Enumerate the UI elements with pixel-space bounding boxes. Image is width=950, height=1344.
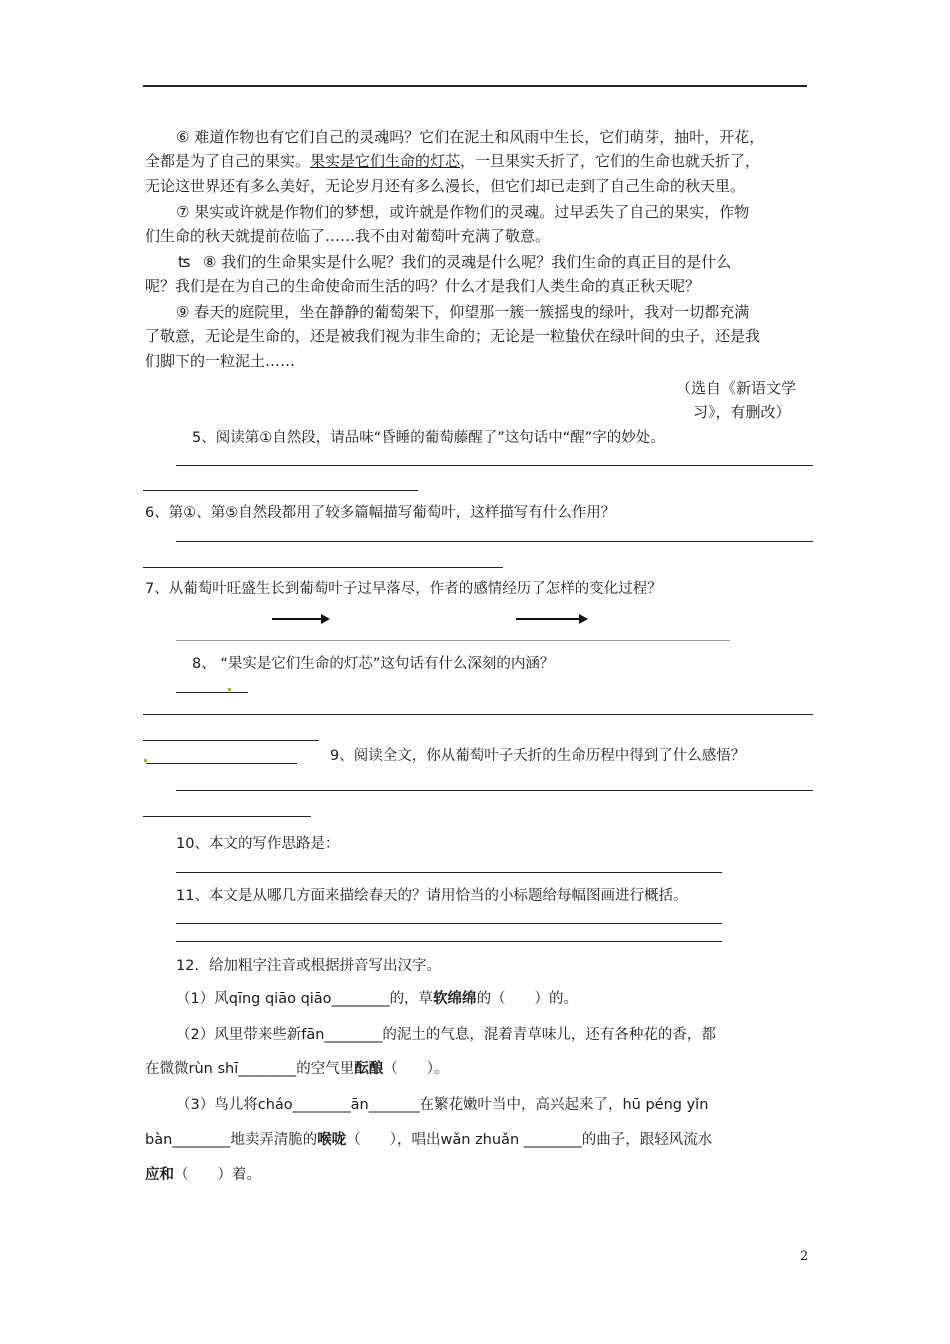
q12-item-2-cont [145, 1057, 448, 1081]
key-sentence: 果实是它们生命的灯芯 [310, 152, 461, 170]
p8-line2: 呢？我们是在为自己的生命使命而生活的吗？什么才是我们人类生命的真正秋天呢？ [145, 277, 701, 295]
question-8: 8、 “果实是它们生命的灯芯”这句话有什么深刻的内涵？ [192, 656, 555, 672]
blank[interactable]: ________ [324, 1027, 383, 1043]
blank[interactable]: ________ [331, 991, 390, 1007]
pinyin: fān [301, 1027, 325, 1043]
blank[interactable]: ________ [238, 1061, 297, 1077]
question-11: 11、本文是从哪几方面来描绘春天的？请用恰当的小标题给每幅图画进行概括。 [176, 888, 688, 904]
question-5: 5、阅读第①自然段，请品味“昏睡的葡萄藤醒了”这句话中“醒”字的妙处。 [192, 430, 665, 446]
p9-line3: 们脚下的一粒泥土…… [145, 352, 296, 370]
text: 在繁花嫩叶当中，高兴起来了， [419, 1097, 623, 1113]
answer-line[interactable] [176, 465, 813, 466]
p6-line2-a: 全都是为了自己的果实。 [145, 152, 311, 170]
answer-line[interactable] [143, 816, 311, 817]
pinyin: cháo [257, 1097, 293, 1113]
q12-item-3-cont [145, 1128, 712, 1152]
text: （1）风 [176, 991, 229, 1007]
source-line2: 习》，有删改） [693, 403, 791, 421]
p6-line3: 无论这世界还有多么美好，无论岁月还有多么漫长，但它们却已走到了自己生命的秋天里。 [145, 177, 746, 195]
p8-line1: ⑧ 我们的生命果实是什么呢？我们的灵魂是什么呢？我们生命的真正目的是什么 [203, 253, 732, 271]
page-number: 2 [800, 1249, 809, 1264]
answer-line[interactable] [143, 740, 319, 741]
p7-line2: 们生命的秋天就提前莅临了……我不由对葡萄叶充满了敬意。 [145, 227, 551, 245]
dot-mark [144, 759, 147, 762]
text: 在微微 [145, 1061, 189, 1077]
blank[interactable]: ________ [292, 1097, 351, 1113]
text: 的（ ）的。 [476, 991, 579, 1007]
p8-mark: ʦ [178, 253, 191, 271]
q12-item-1 [176, 987, 578, 1011]
bold-word: 喉咙 [317, 1132, 347, 1148]
pinyin: hū péng yǐn [622, 1097, 709, 1113]
answer-line[interactable] [146, 763, 297, 764]
blank[interactable]: ________ [172, 1132, 231, 1148]
q12-item-3 [176, 1093, 708, 1117]
answer-line[interactable] [143, 490, 418, 491]
bold-word: 应和 [145, 1167, 174, 1183]
bold-word: 酝酿 [354, 1061, 384, 1077]
text: （ ）着。 [174, 1167, 261, 1183]
arrow-right-icon [272, 618, 328, 620]
q12-item-2 [176, 1023, 716, 1047]
answer-line[interactable] [176, 790, 813, 791]
pinyin: qīng qiāo qiāo [228, 991, 332, 1007]
answer-line[interactable] [176, 541, 813, 542]
p7-line1: ⑦ 果实或许就是作物们的梦想，或许就是作物们的灵魂。过早丢失了自己的果实，作物 [176, 203, 750, 221]
question-7: 7、从葡萄叶旺盛生长到葡萄叶子过早落尽，作者的感情经历了怎样的变化过程？ [145, 581, 662, 597]
p6-line2 [145, 149, 760, 173]
text: （3）鸟儿将 [176, 1097, 258, 1113]
pinyin: wǎn zhuǎn [440, 1132, 520, 1148]
answer-line[interactable] [176, 872, 722, 873]
arrow-right-icon [516, 618, 586, 620]
text: 的空气里 [296, 1061, 355, 1077]
answer-line[interactable] [176, 640, 730, 641]
top-rule [143, 85, 807, 87]
pinyin: rùn shī [188, 1061, 239, 1077]
text: 的泥土的气息，混着青草味儿，还有各种花的香，都 [382, 1027, 716, 1043]
dot-mark [228, 688, 231, 691]
answer-line[interactable] [143, 714, 813, 715]
pinyin: bàn [145, 1132, 173, 1148]
answer-line[interactable] [176, 941, 722, 942]
question-9: 9、阅读全文，你从葡萄叶子夭折的生命历程中得到了什么感悟？ [330, 748, 746, 764]
pinyin: ān [350, 1097, 369, 1113]
answer-line[interactable] [143, 567, 503, 568]
p9-line1: ⑨ 春天的庭院里，坐在静静的葡萄架下，仰望那一簇一簇摇曳的绿叶，我对一切都充满 [176, 303, 750, 321]
question-10: 10、本文的写作思路是： [176, 836, 340, 852]
p6-line1: ⑥ 难道作物也有它们自己的灵魂吗？它们在泥土和风雨中生长，它们萌芽，抽叶，开花， [176, 128, 765, 146]
blank[interactable]: ________ [523, 1132, 582, 1148]
p6-line2-b: ，一旦果实夭折了，它们的生命也就夭折了， [460, 152, 761, 170]
text: 地卖弄清脆的 [230, 1132, 318, 1148]
question-6: 6、第①、第⑤自然段都用了较多篇幅描写葡萄叶，这样描写有什么作用？ [145, 505, 616, 521]
bold-word: 软绵绵 [433, 991, 477, 1007]
answer-line[interactable] [176, 692, 248, 693]
text: 的曲子，跟轻风流水 [581, 1132, 713, 1148]
source-line1: （选自《新语文学 [676, 379, 797, 397]
answer-line[interactable] [176, 923, 722, 924]
p9-line2: 了敬意，无论是生命的，还是被我们视为非生命的；无论是一粒蛰伏在绿叶间的虫子，还是我 [145, 327, 761, 345]
q12-item-3-cont2 [145, 1163, 261, 1187]
text: （ ）。 [383, 1061, 449, 1077]
text: （2）风里带来些新 [176, 1027, 302, 1043]
question-12: 12．给加粗字注音或根据拼音写出汉字。 [176, 958, 441, 974]
text: （ ），唱出 [346, 1132, 441, 1148]
text: 的，草 [389, 991, 434, 1007]
blank[interactable]: _______ [368, 1097, 420, 1113]
